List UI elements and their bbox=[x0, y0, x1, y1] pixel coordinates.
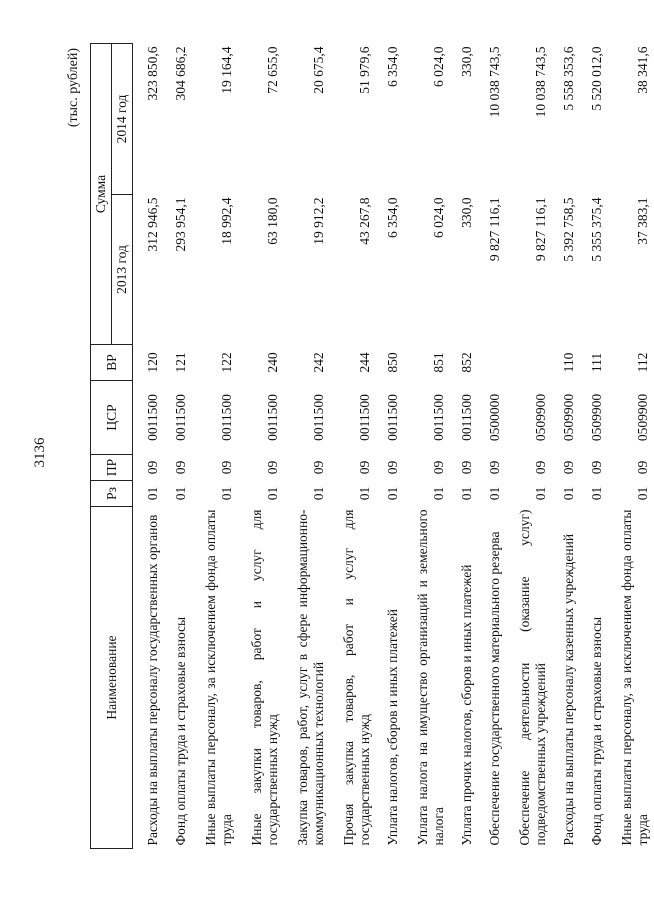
row-rz: 01 bbox=[635, 486, 650, 501]
row-name: Расходы на выплаты персоналу государственных органов bbox=[145, 514, 161, 846]
row-2014: 51 979,6 bbox=[357, 46, 372, 94]
row-2013: 312 946,5 bbox=[145, 197, 160, 252]
header-csr: ЦСР bbox=[91, 381, 133, 455]
row-2013: 37 383,1 bbox=[635, 197, 650, 245]
row-vr: 122 bbox=[219, 352, 234, 373]
row-rz: 01 bbox=[265, 486, 280, 501]
table-row bbox=[284, 43, 330, 848]
row-2014: 20 675,4 bbox=[311, 46, 326, 94]
row-vr: 111 bbox=[589, 352, 604, 373]
page-number: 3136 bbox=[32, 437, 48, 468]
row-name: Фонд оплаты труда и страховые взносы bbox=[173, 616, 189, 846]
row-2013: 9 827 116,1 bbox=[533, 197, 548, 262]
row-2014: 10 038 743,5 bbox=[487, 46, 502, 118]
row-name: Иные выплаты персоналу, за исключением фонда оплаты труда bbox=[619, 509, 651, 846]
row-name: Закупка товаров, работ, услуг в сфере информационно-коммуникационных технологий bbox=[295, 509, 327, 846]
row-name: Уплата налогов, сборов и иных платежей bbox=[385, 609, 401, 846]
table-row bbox=[478, 43, 506, 848]
table-row bbox=[133, 43, 165, 848]
row-name: Иные выплаты персоналу, за исключением фонда оплаты труда bbox=[203, 509, 235, 846]
table-row bbox=[164, 43, 192, 848]
row-rz: 01 bbox=[561, 486, 576, 501]
row-csr: 0509900 bbox=[561, 393, 576, 442]
row-pr: 09 bbox=[357, 460, 372, 475]
row-vr: 110 bbox=[561, 352, 576, 373]
header-vr: ВР bbox=[91, 345, 133, 381]
row-2013: 6 024,0 bbox=[431, 197, 446, 238]
row-name: Расходы на выплаты персоналу казенных учреждений bbox=[561, 533, 577, 846]
row-2014: 38 341,6 bbox=[635, 46, 650, 94]
table-row bbox=[580, 43, 608, 848]
header-pr: ПР bbox=[91, 455, 133, 481]
row-2013: 9 827 116,1 bbox=[487, 197, 502, 262]
row-csr: 0509900 bbox=[533, 393, 548, 442]
units-note: (тыс. рублей) bbox=[66, 48, 81, 128]
row-2013: 330,0 bbox=[459, 197, 474, 228]
row-name: Уплата налога на имущество организаций и земельного налога bbox=[415, 509, 447, 846]
row-2014: 330,0 bbox=[459, 46, 474, 77]
table-row bbox=[552, 43, 580, 848]
row-pr: 09 bbox=[431, 460, 446, 475]
row-csr: 0509900 bbox=[589, 393, 604, 442]
row-2013: 19 912,2 bbox=[311, 197, 326, 245]
row-2014: 6 024,0 bbox=[431, 46, 446, 87]
row-vr: 240 bbox=[265, 352, 280, 373]
row-csr: 0011500 bbox=[459, 394, 474, 441]
budget-table bbox=[90, 43, 654, 849]
header-row bbox=[91, 43, 112, 848]
row-2014: 304 686,2 bbox=[173, 46, 188, 101]
row-vr: 120 bbox=[145, 352, 160, 373]
row-rz: 01 bbox=[173, 486, 188, 501]
row-rz: 01 bbox=[431, 486, 446, 501]
header-2014: 2014 год bbox=[112, 43, 133, 194]
row-2013: 6 354,0 bbox=[385, 197, 400, 238]
row-2013: 5 392 758,5 bbox=[561, 197, 576, 262]
row-name: Обеспечение деятельности (оказание услуг) подведомственных учреждений bbox=[517, 509, 549, 846]
table-row bbox=[450, 43, 478, 848]
row-pr: 09 bbox=[561, 460, 576, 475]
row-2014: 72 655,0 bbox=[265, 46, 280, 94]
row-2014: 5 558 353,6 bbox=[561, 46, 576, 111]
row-rz: 01 bbox=[311, 486, 326, 501]
row-csr: 0011500 bbox=[357, 394, 372, 441]
row-csr: 0011500 bbox=[265, 394, 280, 441]
row-pr: 09 bbox=[487, 460, 502, 475]
row-rz: 01 bbox=[589, 486, 604, 501]
row-csr: 0500000 bbox=[487, 393, 502, 442]
row-name: Иные закупки товаров, работ и услуг для государственных нужд bbox=[249, 509, 281, 846]
row-csr: 0011500 bbox=[385, 394, 400, 441]
table-row bbox=[404, 43, 450, 848]
row-rz: 01 bbox=[487, 486, 502, 501]
row-2014: 6 354,0 bbox=[385, 46, 400, 87]
row-2013: 18 992,4 bbox=[219, 197, 234, 245]
header-2013: 2013 год bbox=[112, 195, 133, 345]
header-name: Наименование bbox=[91, 507, 133, 849]
row-pr: 09 bbox=[219, 460, 234, 475]
row-2013: 5 355 375,4 bbox=[589, 197, 604, 262]
row-rz: 01 bbox=[145, 486, 160, 501]
header-sum: Сумма bbox=[91, 43, 112, 344]
table-row bbox=[506, 43, 552, 848]
row-2013: 63 180,0 bbox=[265, 197, 280, 245]
header-rz: Рз bbox=[91, 481, 133, 507]
row-pr: 09 bbox=[311, 460, 326, 475]
row-vr: 851 bbox=[431, 352, 446, 373]
row-vr: 850 bbox=[385, 352, 400, 373]
table-row bbox=[330, 43, 376, 848]
row-vr bbox=[506, 345, 552, 381]
table-row bbox=[238, 43, 284, 848]
row-2014: 10 038 743,5 bbox=[533, 46, 548, 118]
row-pr: 09 bbox=[635, 460, 650, 475]
row-csr: 0011500 bbox=[173, 394, 188, 441]
row-rz: 01 bbox=[385, 486, 400, 501]
row-csr: 0011500 bbox=[311, 394, 326, 441]
row-vr: 242 bbox=[311, 352, 326, 373]
row-pr: 09 bbox=[459, 460, 474, 475]
row-rz: 01 bbox=[533, 486, 548, 501]
row-csr: 0011500 bbox=[431, 394, 446, 441]
row-2014: 5 520 012,0 bbox=[589, 46, 604, 111]
table-row bbox=[608, 43, 654, 848]
row-csr: 0011500 bbox=[145, 394, 160, 441]
row-vr bbox=[478, 345, 506, 381]
table-row bbox=[376, 43, 404, 848]
row-pr: 09 bbox=[589, 460, 604, 475]
row-pr: 09 bbox=[533, 460, 548, 475]
row-2014: 323 850,6 bbox=[145, 46, 160, 101]
row-rz: 01 bbox=[459, 486, 474, 501]
row-rz: 01 bbox=[219, 486, 234, 501]
row-name: Обеспечение государственного материального резерва bbox=[487, 531, 503, 846]
row-name: Прочая закупка товаров, работ и услуг для государственных нужд bbox=[341, 509, 373, 846]
row-pr: 09 bbox=[145, 460, 160, 475]
row-csr: 0011500 bbox=[219, 394, 234, 441]
row-pr: 09 bbox=[173, 460, 188, 475]
row-vr: 121 bbox=[173, 352, 188, 373]
table-row bbox=[192, 43, 238, 848]
row-vr: 112 bbox=[635, 352, 650, 373]
row-name: Уплата прочих налогов, сборов и иных платежей bbox=[459, 564, 475, 846]
row-vr: 244 bbox=[357, 352, 372, 373]
row-2014: 19 164,4 bbox=[219, 46, 234, 94]
row-2013: 293 954,1 bbox=[173, 197, 188, 252]
row-pr: 09 bbox=[265, 460, 280, 475]
row-2013: 43 267,8 bbox=[357, 197, 372, 245]
row-rz: 01 bbox=[357, 486, 372, 501]
row-pr: 09 bbox=[385, 460, 400, 475]
row-csr: 0509900 bbox=[635, 393, 650, 442]
row-name: Фонд оплаты труда и страховые взносы bbox=[589, 616, 605, 846]
row-vr: 852 bbox=[459, 352, 474, 373]
